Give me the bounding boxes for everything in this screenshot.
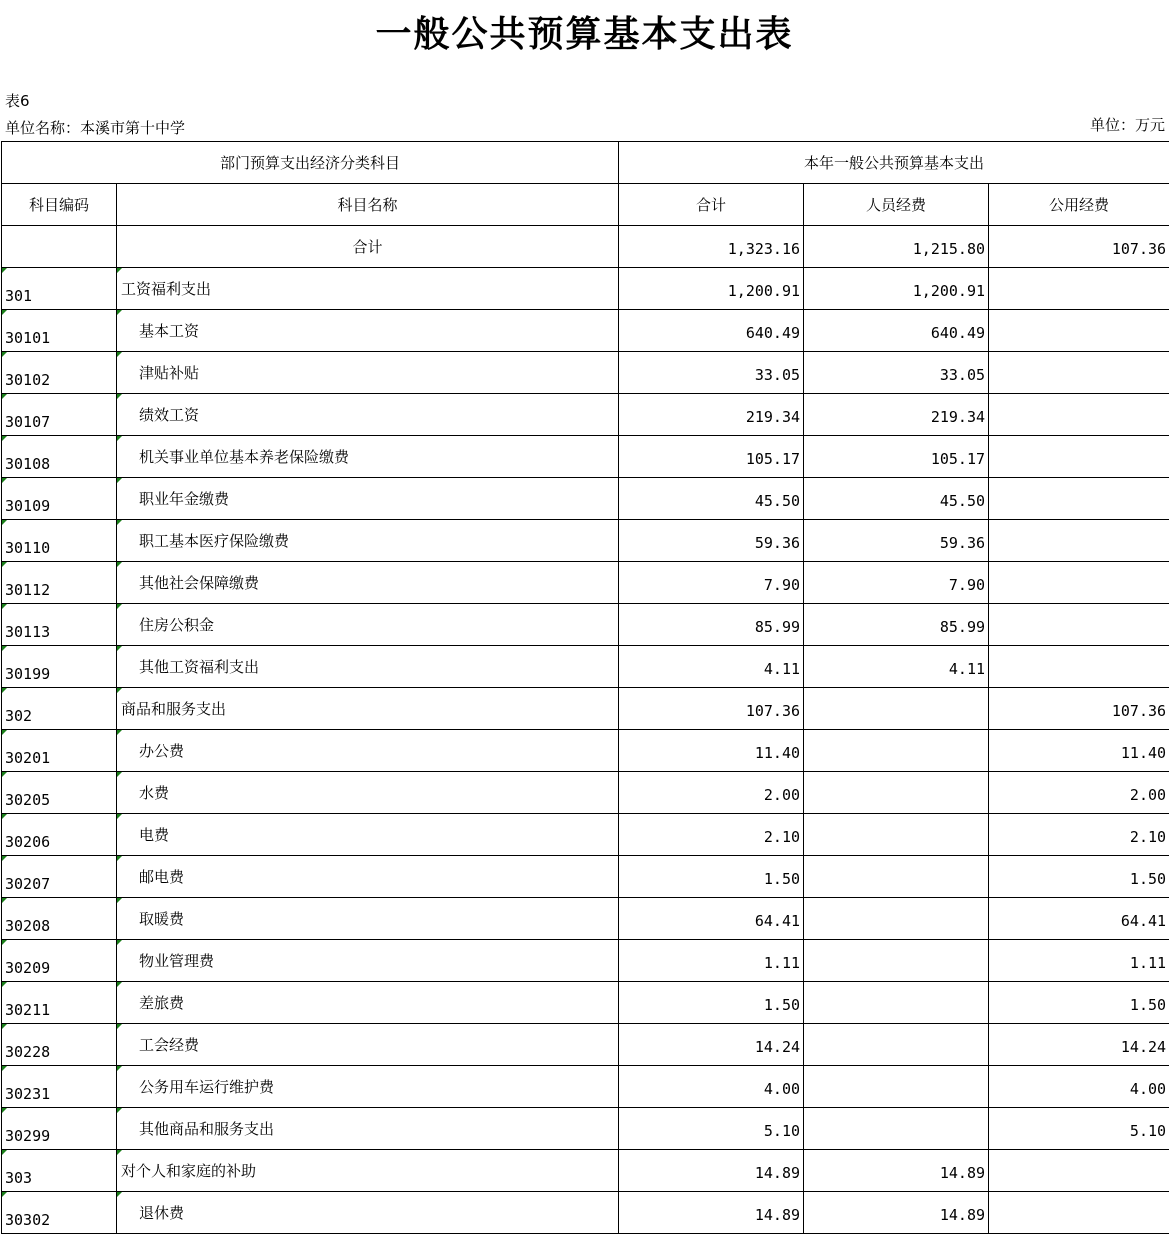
row-code: 30228 xyxy=(2,1024,117,1066)
row-total: 640.49 xyxy=(619,310,804,352)
row-total: 85.99 xyxy=(619,604,804,646)
header-personnel: 人员经费 xyxy=(804,184,989,226)
row-personnel xyxy=(804,1066,989,1108)
row-code: 30299 xyxy=(2,1108,117,1150)
row-name: 商品和服务支出 xyxy=(117,688,619,730)
row-public: 107.36 xyxy=(989,688,1169,730)
row-total: 64.41 xyxy=(619,898,804,940)
total-sum: 1,323.16 xyxy=(619,226,804,268)
row-public xyxy=(989,520,1169,562)
header-group-row xyxy=(2,142,1169,184)
table-row xyxy=(2,562,1169,604)
row-total: 14.89 xyxy=(619,1150,804,1192)
row-personnel xyxy=(804,856,989,898)
total-code-cell xyxy=(2,226,117,268)
row-public xyxy=(989,352,1169,394)
row-code: 301 xyxy=(2,268,117,310)
header-code: 科目编码 xyxy=(2,184,117,226)
row-personnel xyxy=(804,730,989,772)
table-body xyxy=(2,226,1169,1234)
row-code: 30208 xyxy=(2,898,117,940)
row-total: 5.10 xyxy=(619,1108,804,1150)
row-public xyxy=(989,436,1169,478)
total-public: 107.36 xyxy=(989,226,1169,268)
row-code: 30112 xyxy=(2,562,117,604)
row-public xyxy=(989,562,1169,604)
unit-name: 单位名称：本溪市第十中学 xyxy=(5,119,186,137)
row-code: 30201 xyxy=(2,730,117,772)
row-personnel: 1,200.91 xyxy=(804,268,989,310)
header-total: 合计 xyxy=(619,184,804,226)
row-name: 基本工资 xyxy=(117,310,619,352)
row-personnel: 105.17 xyxy=(804,436,989,478)
table-row xyxy=(2,688,1169,730)
total-personnel: 1,215.80 xyxy=(804,226,989,268)
row-total: 2.00 xyxy=(619,772,804,814)
row-code: 30209 xyxy=(2,940,117,982)
row-code: 30107 xyxy=(2,394,117,436)
row-name: 办公费 xyxy=(117,730,619,772)
table-row xyxy=(2,1024,1169,1066)
row-name: 物业管理费 xyxy=(117,940,619,982)
row-public xyxy=(989,604,1169,646)
row-code: 30206 xyxy=(2,814,117,856)
row-public xyxy=(989,646,1169,688)
row-public: 1.50 xyxy=(989,982,1169,1024)
row-code: 30110 xyxy=(2,520,117,562)
row-code: 30102 xyxy=(2,352,117,394)
row-total: 7.90 xyxy=(619,562,804,604)
header-economic-classification: 部门预算支出经济分类科目 xyxy=(2,142,619,184)
row-name: 退休费 xyxy=(117,1192,619,1234)
row-name: 取暖费 xyxy=(117,898,619,940)
row-personnel: 219.34 xyxy=(804,394,989,436)
row-public: 1.50 xyxy=(989,856,1169,898)
row-personnel: 45.50 xyxy=(804,478,989,520)
header-public: 公用经费 xyxy=(989,184,1169,226)
row-public xyxy=(989,1192,1169,1234)
row-personnel: 33.05 xyxy=(804,352,989,394)
row-name: 职业年金缴费 xyxy=(117,478,619,520)
table-row xyxy=(2,982,1169,1024)
row-total: 2.10 xyxy=(619,814,804,856)
total-label: 合计 xyxy=(117,226,619,268)
table-row xyxy=(2,268,1169,310)
row-name: 对个人和家庭的补助 xyxy=(117,1150,619,1192)
row-public: 2.00 xyxy=(989,772,1169,814)
table-row xyxy=(2,394,1169,436)
row-public: 64.41 xyxy=(989,898,1169,940)
table-row xyxy=(2,310,1169,352)
row-code: 30302 xyxy=(2,1192,117,1234)
row-personnel xyxy=(804,1024,989,1066)
row-personnel xyxy=(804,898,989,940)
table-row xyxy=(2,646,1169,688)
row-code: 302 xyxy=(2,688,117,730)
page-title: 一般公共预算基本支出表 xyxy=(375,13,794,55)
row-name: 津贴补贴 xyxy=(117,352,619,394)
row-code: 30231 xyxy=(2,1066,117,1108)
row-name: 住房公积金 xyxy=(117,604,619,646)
row-total: 1,200.91 xyxy=(619,268,804,310)
row-personnel: 59.36 xyxy=(804,520,989,562)
row-name: 机关事业单位基本养老保险缴费 xyxy=(117,436,619,478)
row-total: 4.00 xyxy=(619,1066,804,1108)
total-row xyxy=(2,226,1169,268)
row-total: 59.36 xyxy=(619,520,804,562)
table-row xyxy=(2,436,1169,478)
row-name: 差旅费 xyxy=(117,982,619,1024)
row-public: 4.00 xyxy=(989,1066,1169,1108)
row-name: 其他工资福利支出 xyxy=(117,646,619,688)
row-code: 303 xyxy=(2,1150,117,1192)
table-row xyxy=(2,1066,1169,1108)
table-row xyxy=(2,730,1169,772)
row-code: 30109 xyxy=(2,478,117,520)
row-public: 2.10 xyxy=(989,814,1169,856)
row-total: 105.17 xyxy=(619,436,804,478)
row-personnel: 7.90 xyxy=(804,562,989,604)
header-basic-expenditure: 本年一般公共预算基本支出 xyxy=(619,142,1169,184)
row-public xyxy=(989,1150,1169,1192)
row-public xyxy=(989,310,1169,352)
row-name: 邮电费 xyxy=(117,856,619,898)
header-column-row xyxy=(2,184,1169,226)
row-public: 14.24 xyxy=(989,1024,1169,1066)
table-number: 表6 xyxy=(5,92,30,110)
row-name: 工资福利支出 xyxy=(117,268,619,310)
currency-unit: 单位：万元 xyxy=(1089,116,1165,134)
table-row xyxy=(2,604,1169,646)
row-personnel xyxy=(804,688,989,730)
row-public xyxy=(989,394,1169,436)
row-personnel xyxy=(804,982,989,1024)
table-row xyxy=(2,940,1169,982)
table-row xyxy=(2,772,1169,814)
row-personnel xyxy=(804,940,989,982)
row-code: 30113 xyxy=(2,604,117,646)
row-code: 30207 xyxy=(2,856,117,898)
row-total: 219.34 xyxy=(619,394,804,436)
row-name: 工会经费 xyxy=(117,1024,619,1066)
row-total: 14.24 xyxy=(619,1024,804,1066)
table-row xyxy=(2,1150,1169,1192)
row-name: 水费 xyxy=(117,772,619,814)
table-row xyxy=(2,1192,1169,1234)
table-row xyxy=(2,856,1169,898)
row-personnel: 640.49 xyxy=(804,310,989,352)
table-row xyxy=(2,814,1169,856)
row-name: 公务用车运行维护费 xyxy=(117,1066,619,1108)
table-row xyxy=(2,352,1169,394)
row-code: 30199 xyxy=(2,646,117,688)
row-public xyxy=(989,268,1169,310)
row-name: 职工基本医疗保险缴费 xyxy=(117,520,619,562)
row-personnel: 85.99 xyxy=(804,604,989,646)
row-code: 30211 xyxy=(2,982,117,1024)
budget-table xyxy=(1,141,1169,1234)
row-name: 电费 xyxy=(117,814,619,856)
row-name: 其他商品和服务支出 xyxy=(117,1108,619,1150)
row-personnel xyxy=(804,772,989,814)
row-public xyxy=(989,478,1169,520)
table-row xyxy=(2,478,1169,520)
row-public: 5.10 xyxy=(989,1108,1169,1150)
row-total: 1.50 xyxy=(619,856,804,898)
row-code: 30205 xyxy=(2,772,117,814)
row-public: 11.40 xyxy=(989,730,1169,772)
row-total: 107.36 xyxy=(619,688,804,730)
row-personnel xyxy=(804,1108,989,1150)
row-personnel: 4.11 xyxy=(804,646,989,688)
table-row xyxy=(2,898,1169,940)
row-total: 14.89 xyxy=(619,1192,804,1234)
row-personnel xyxy=(804,814,989,856)
row-personnel: 14.89 xyxy=(804,1150,989,1192)
table-row xyxy=(2,520,1169,562)
row-name: 绩效工资 xyxy=(117,394,619,436)
table-row xyxy=(2,1108,1169,1150)
row-public: 1.11 xyxy=(989,940,1169,982)
row-total: 1.11 xyxy=(619,940,804,982)
row-code: 30101 xyxy=(2,310,117,352)
header-name: 科目名称 xyxy=(117,184,619,226)
row-total: 45.50 xyxy=(619,478,804,520)
row-personnel: 14.89 xyxy=(804,1192,989,1234)
row-code: 30108 xyxy=(2,436,117,478)
row-total: 33.05 xyxy=(619,352,804,394)
row-total: 11.40 xyxy=(619,730,804,772)
row-name: 其他社会保障缴费 xyxy=(117,562,619,604)
row-total: 4.11 xyxy=(619,646,804,688)
row-total: 1.50 xyxy=(619,982,804,1024)
